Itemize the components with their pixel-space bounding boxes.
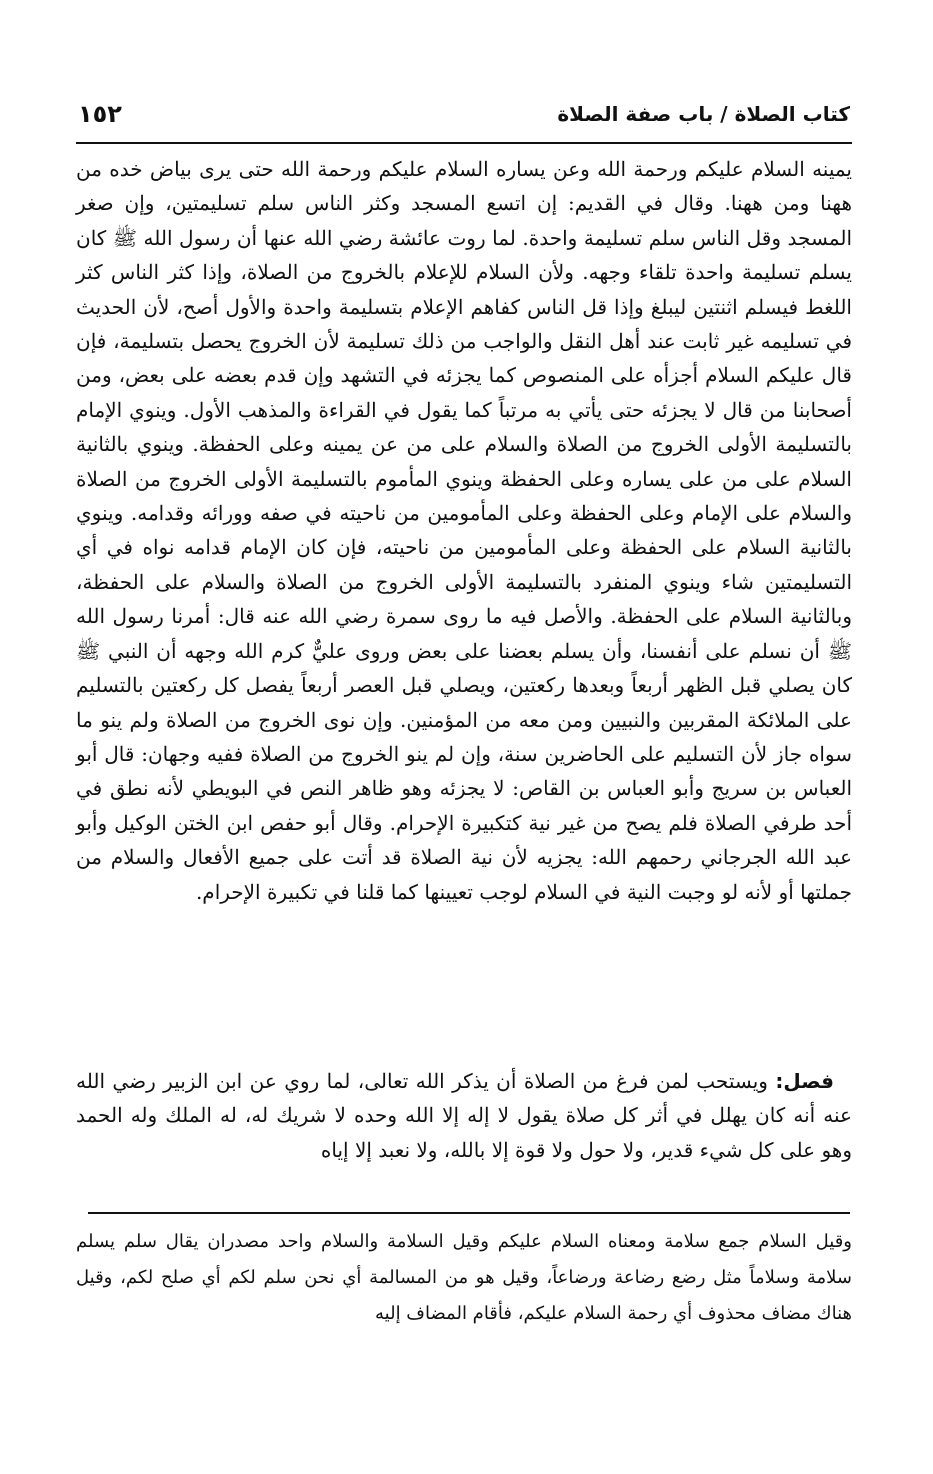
running-title: كتاب الصلاة / باب صفة الصلاة xyxy=(557,102,850,126)
footnote-text: وقيل السلام جمع سلامة ومعناه السلام عليكم وقيل السلامة والسلام واحد مصدران يقال سلم يسلم سلامة وسلاماً مثل رضع رضاعة ورضاعاً، وقيل هو من المسالمة أي نحن سلم لكم أي صلح لكم، وقيل هناك مضاف محذوف أي رحمة السلام عليكم، فأقام المضاف إليه xyxy=(76,1231,852,1324)
main-text-block xyxy=(76,152,852,909)
fasl-section xyxy=(76,1064,852,1167)
header-divider xyxy=(76,142,852,144)
footnote-block xyxy=(76,1224,852,1332)
page-number: ١٥٢ xyxy=(78,100,122,128)
fasl-paragraph xyxy=(76,1064,852,1167)
main-paragraph: يمينه السلام عليكم ورحمة الله وعن يساره السلام عليكم ورحمة الله حتى يرى بياض خده من ههنا ومن ههنا. وقال في القديم: إن اتسع المسجد وكثر الناس سلم تسليمتين، وإن صغر المسجد وقل الناس سلم تسليمة واحدة. لما روت عائشة رضي الله عنها أن رسول الله ﷺ كان يسلم تسليمة واحدة تلقاء وجهه. ولأن السلام للإعلام بالخروج من الصلاة، وإذا كثر الناس كثر اللغط فيسلم اثنتين ليبلغ وإذا قل الناس كفاهم الإعلام بتسليمة واحدة والأول أصح، لأن الحديث في تسليمه غير ثابت عند أهل النقل والواجب من ذلك تسليمة لأن الخروج يحصل بتسليمة، فإن قال عليكم السلام أجزأه على المنصوص كما يجزئه في التشهد وإن قدم بعضه على بعض، ومن أصحابنا من قال لا يجزئه حتى يأتي به مرتباً كما يقول في القراءة والمذهب الأول. وينوي الإمام بالتسليمة الأولى الخروج من الصلاة والسلام على من عن يمينه وعلى الحفظة. وينوي بالثانية السلام على من على يساره وعلى الحفظة وينوي المأموم بالتسليمة الأولى الخروج من الصلاة والسلام على الإمام وعلى الحفظة وعلى المأمومين من ناحيته في صفه وورائه وقدامه. وينوي بالثانية السلام على الحفظة وعلى المأمومين من ناحيته، فإن كان الإمام قدامه نواه في أي التسليمتين شاء وينوي المنفرد بالتسليمة الأولى الخروج من الصلاة والسلام على الحفظة، وبالثانية السلام على الحفظة. والأصل فيه ما روى سمرة رضي الله عنه قال: أمرنا رسول الله ﷺ أن نسلم على أنفسنا، وأن يسلم بعضنا على بعض وروى عليٌّ كرم الله وجهه أن النبي ﷺ كان يصلي قبل الظهر أربعاً وبعدها ركعتين، ويصلي قبل العصر أربعاً يفصل كل ركعتين بالتسليم على الملائكة المقربين والنبيين ومن معه من المؤمنين. وإن نوى الخروج من الصلاة ولم ينو ما سواه جاز لأن التسليم على الحاضرين سنة، وإن لم ينو الخروج من الصلاة ففيه وجهان: قال أبو العباس بن سريج وأبو العباس بن القاص: لا يجزئه وهو ظاهر النص في البويطي لأنه نطق في أحد طرفي الصلاة فلم يصح من غير نية كتكبيرة الإحرام. وقال أبو حفص ابن الختن الوكيل وأبو عبد الله الجرجاني رحمهم الله: يجزيه لأن نية الصلاة قد أتت على جميع الأفعال والسلام من جملتها أو لأنه لو وجبت النية في السلام لوجب تعيينها كما قلنا في تكبيرة الإحرام. xyxy=(76,157,853,904)
fasl-text: ويستحب لمن فرغ من الصلاة أن يذكر الله تعالى، لما روي عن ابن الزبير رضي الله عنه أنه كان يهلل في أثر كل صلاة يقول لا إله إلا الله وحده لا شريك له، له الملك وله الحمد وهو على كل شيء قدير، ولا حول ولا قوة إلا بالله، ولا نعبد إلا إياه xyxy=(76,1069,852,1162)
fasl-label: فصل: xyxy=(775,1069,834,1093)
footnote-divider xyxy=(88,1212,850,1214)
page-header xyxy=(78,96,850,136)
